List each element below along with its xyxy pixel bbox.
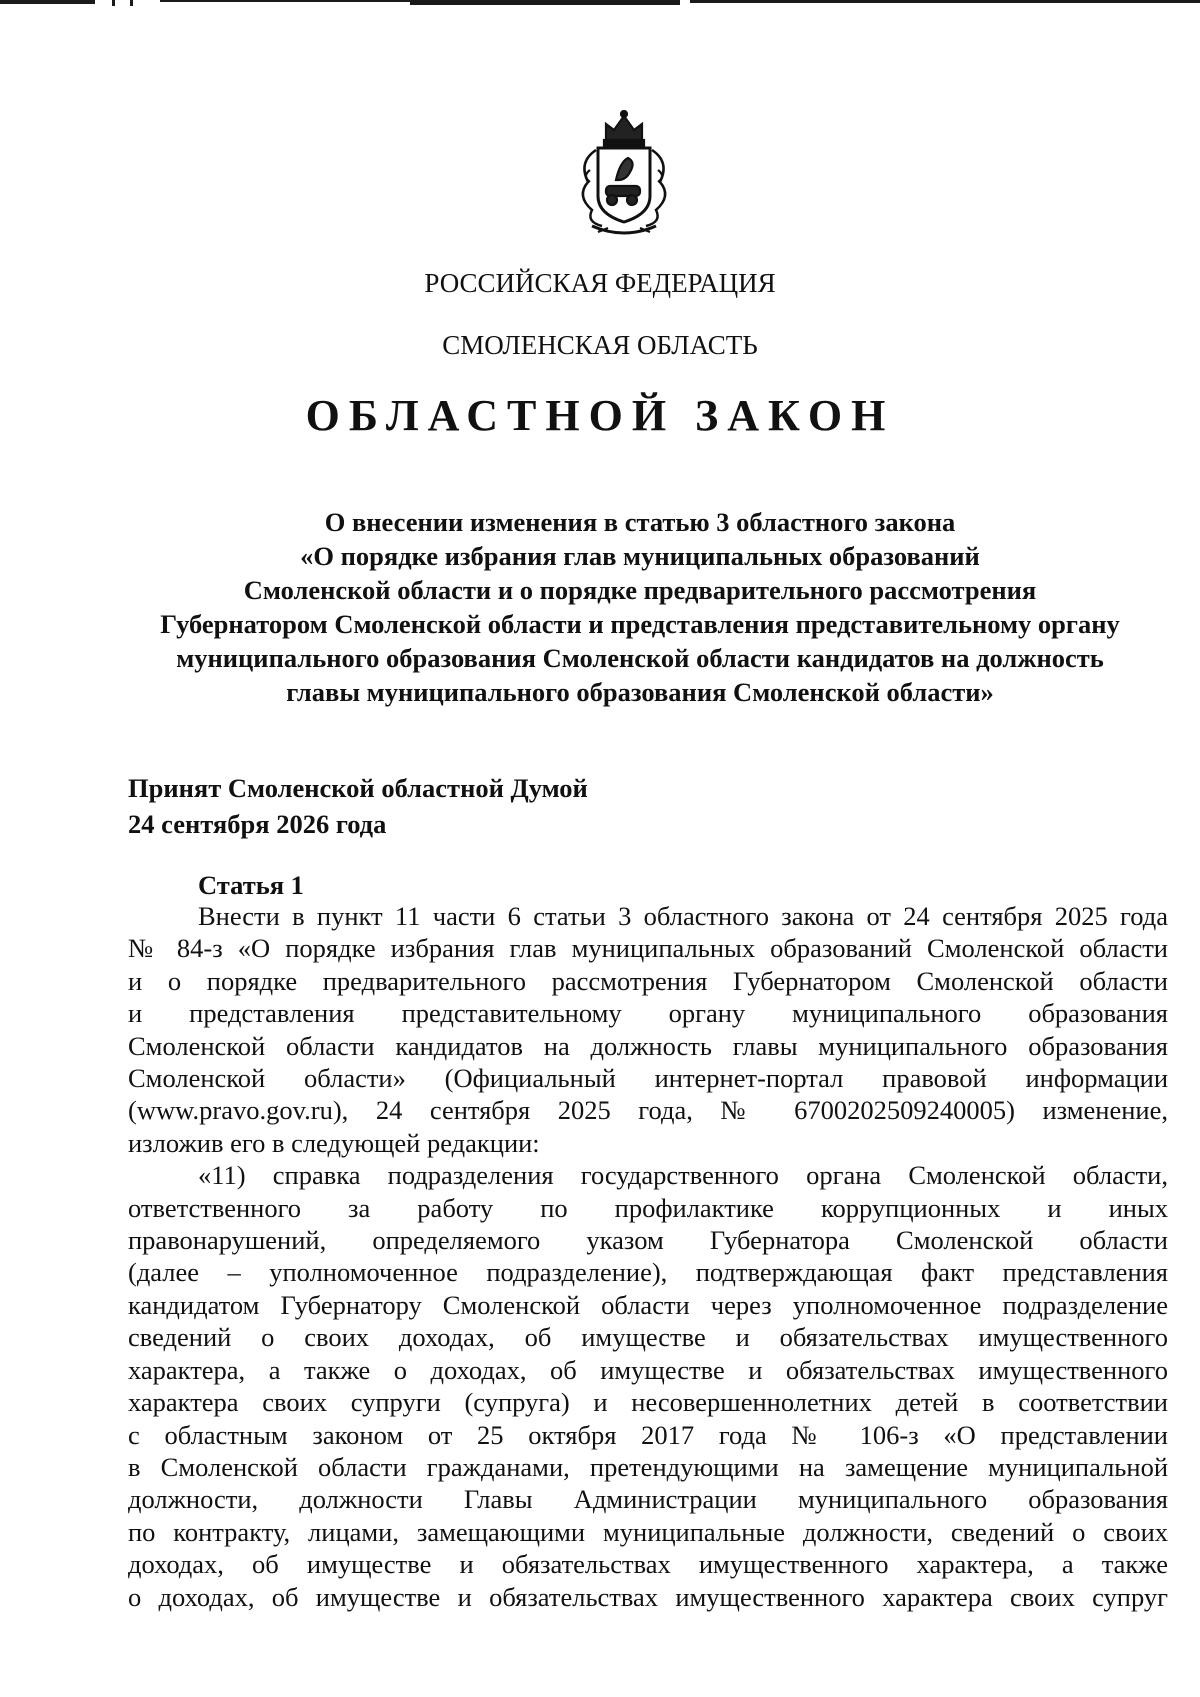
article-heading: Статья 1 <box>198 870 304 900</box>
document-type: ОБЛАСТНОЙ ЗАКОН <box>305 391 895 440</box>
article-line: Смоленской области» (Официальный интернет-портал правовой информации <box>128 1063 1168 1094</box>
article-line: и о порядке предварительного рассмотрения Губернатором Смоленской области <box>128 965 1168 996</box>
article-line: по контракту, лицами, замещающими муниципальные должности, сведений о своих <box>128 1516 1168 1547</box>
article-line: сведений о своих доходах, об имуществе и обязательствах имущественного <box>128 1322 1168 1353</box>
article-line: изложив его в следующей редакции: <box>128 1127 540 1158</box>
country-name: РОССИЙСКАЯ ФЕДЕРАЦИЯ <box>424 268 776 298</box>
law-title-line: главы муниципального образования Смоленской области» <box>286 677 994 707</box>
law-title-line: Губернатором Смоленской области и представления представительному органу <box>160 609 1120 639</box>
article-line: с областным законом от 25 октября 2017 года № 106-з «О представлении <box>128 1419 1168 1450</box>
article-line: правонарушений, определяемого указом Губернатора Смоленской области <box>128 1225 1168 1256</box>
article-line: № 84-з «О порядке избрания глав муниципальных образований Смоленской области <box>128 933 1168 964</box>
article-line: о доходах, об имуществе и обязательствах имущественного характера своих супруг <box>128 1581 1168 1612</box>
article-line: (www.pravo.gov.ru), 24 сентября 2025 года, № 6700202509240005) изменение, <box>128 1095 1168 1126</box>
law-title-line: «О порядке избрания глав муниципальных образований <box>300 541 980 571</box>
article-line: Внести в пункт 11 части 6 статьи 3 областного закона от 24 сентября 2025 года <box>198 901 1168 931</box>
law-title <box>120 505 1160 709</box>
article-line: и представления представительному органу муниципального образования <box>128 998 1168 1029</box>
adoption-info <box>128 770 588 842</box>
article-body <box>128 900 1168 1613</box>
law-title-line: О внесении изменения в статью 3 областного закона <box>324 507 956 537</box>
article-line: характера, а также о доходах, об имуществе и обязательствах имущественного <box>128 1354 1168 1385</box>
article-line: доходах, об имуществе и обязательствах имущественного характера, а также <box>128 1549 1168 1580</box>
article-line: характера своих супруги (супруга) и несовершеннолетних детей в соответствии <box>128 1387 1168 1418</box>
article-line: ответственного за работу по профилактике коррупционных и иных <box>128 1192 1168 1223</box>
coat-of-arms-emblem <box>568 110 680 240</box>
adopted-by: Принят Смоленской областной Думой <box>128 773 588 803</box>
article-line: в Смоленской области гражданами, претендующими на замещение муниципальной <box>128 1451 1168 1482</box>
article-line: (далее – уполномоченное подразделение), подтверждающая факт представления <box>128 1257 1168 1288</box>
law-title-line: муниципального образования Смоленской области кандидатов на должность <box>176 643 1104 673</box>
scan-artifact-bar <box>0 0 1200 8</box>
region-name: СМОЛЕНСКАЯ ОБЛАСТЬ <box>442 330 758 360</box>
article-line: Смоленской области кандидатов на должность главы муниципального образования <box>128 1030 1168 1061</box>
article-line: кандидатом Губернатору Смоленской области через уполномоченное подразделение <box>128 1289 1168 1320</box>
article-line: должности, должности Главы Администрации муниципального образования <box>128 1484 1168 1515</box>
law-title-line: Смоленской области и о порядке предварительного рассмотрения <box>243 575 1037 605</box>
article-line: «11) справка подразделения государственного органа Смоленской области, <box>198 1160 1168 1191</box>
adoption-date: 24 сентября 2026 года <box>128 809 387 839</box>
